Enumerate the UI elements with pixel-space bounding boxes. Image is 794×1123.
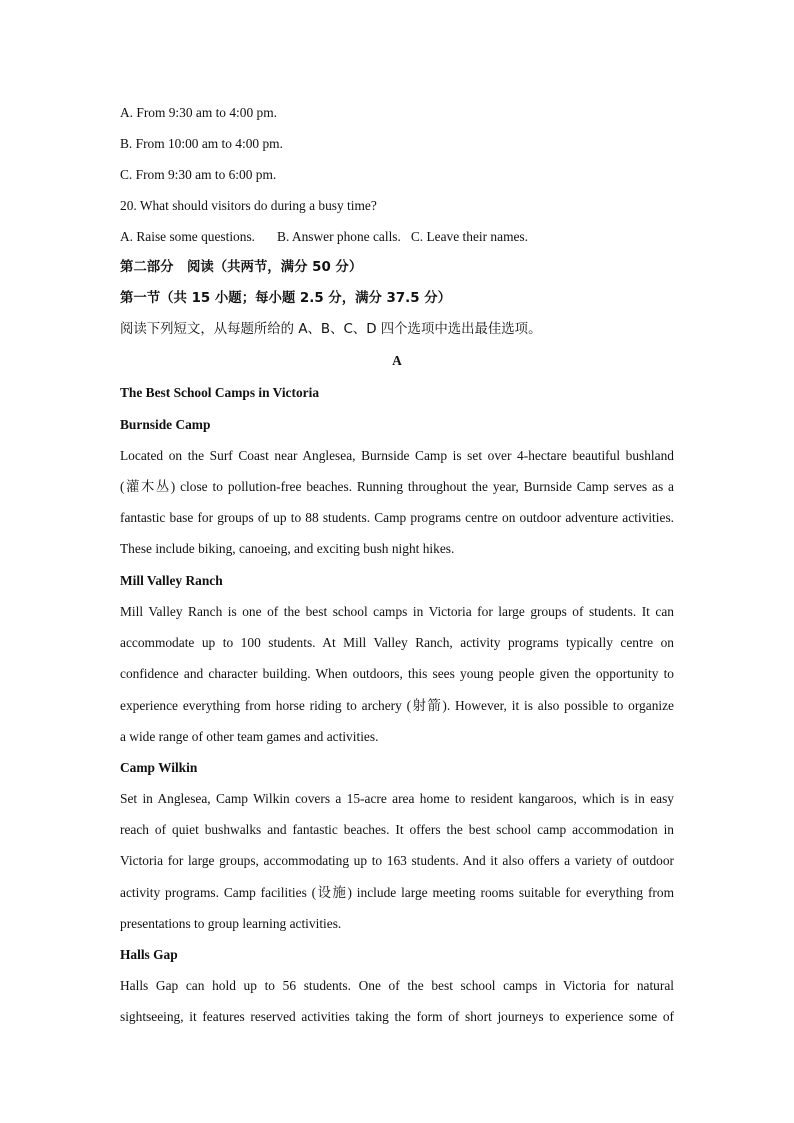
camp-heading-mill-valley: Mill Valley Ranch [120,573,223,588]
wilkin-line-3: Victoria for large groups, accommodating up to 163 students. And it also offers a variety of outdoor [120,853,674,868]
halls-gap-line-1: Halls Gap can hold up to 56 students. One of the best school camps in Victoria for natural [120,978,674,993]
mill-valley-line-3: confidence and character building. When outdoors, this sees young people given the opportunity to [120,666,674,681]
passage-letter: A [392,353,402,368]
part-heading: 第二部分 阅读（共两节，满分 50 分） [120,260,363,275]
burnside-line-2: (灌木丛) close to pollution-free beaches. Running throughout the year, Burnside Camp serves as a [120,479,674,494]
q20-option-a: A. Raise some questions. [120,229,256,244]
passage-title: The Best School Camps in Victoria [120,385,320,400]
halls-gap-line-2: sightseeing, it features reserved activities taking the form of short journeys to experience some of [120,1009,674,1024]
mill-valley-line-5: a wide range of other team games and activities. [120,729,379,744]
camp-heading-halls-gap: Halls Gap [120,947,178,962]
mill-valley-line-4: experience everything from horse riding to archery (射箭). However, it is also possible to organize [120,698,674,713]
section-heading: 第一节（共 15 小题；每小题 2.5 分，满分 37.5 分） [120,291,452,306]
q20-option-c: C. Leave their names. [410,229,528,244]
wilkin-line-2: reach of quiet bushwalks and fantastic beaches. It offers the best school camp accommodation in [120,822,674,837]
mill-valley-line-2: accommodate up to 100 students. At Mill Valley Ranch, activity programs typically centre on [120,635,674,650]
q19-option-a: A. From 9:30 am to 4:00 pm. [120,105,277,120]
instruction: 阅读下列短文，从每题所给的 A、B、C、D 四个选项中选出最佳选项。 [120,322,542,337]
q20-option-b: B. Answer phone calls. [277,229,401,244]
camp-heading-burnside: Burnside Camp [120,417,211,432]
q20-options [120,227,674,247]
wilkin-line-1: Set in Anglesea, Camp Wilkin covers a 15-acre area home to resident kangaroos, which is in easy [120,791,674,806]
wilkin-line-5: presentations to group learning activities. [120,916,342,931]
camp-heading-wilkin: Camp Wilkin [120,760,198,775]
burnside-line-3: fantastic base for groups of up to 88 students. Camp programs centre on outdoor adventure activities. [120,510,674,525]
mill-valley-line-1: Mill Valley Ranch is one of the best school camps in Victoria for large groups of students. It can [120,604,674,619]
burnside-line-1: Located on the Surf Coast near Anglesea, Burnside Camp is set over 4-hectare beautiful bushland [120,448,674,463]
wilkin-line-4: activity programs. Camp facilities (设施) include large meeting rooms suitable for everything from [120,885,674,900]
burnside-line-4: These include biking, canoeing, and exciting bush night hikes. [120,541,455,556]
q20-stem: 20. What should visitors do during a busy time? [120,198,377,213]
q19-option-b: B. From 10:00 am to 4:00 pm. [120,136,283,151]
q19-option-c: C. From 9:30 am to 6:00 pm. [120,167,277,182]
